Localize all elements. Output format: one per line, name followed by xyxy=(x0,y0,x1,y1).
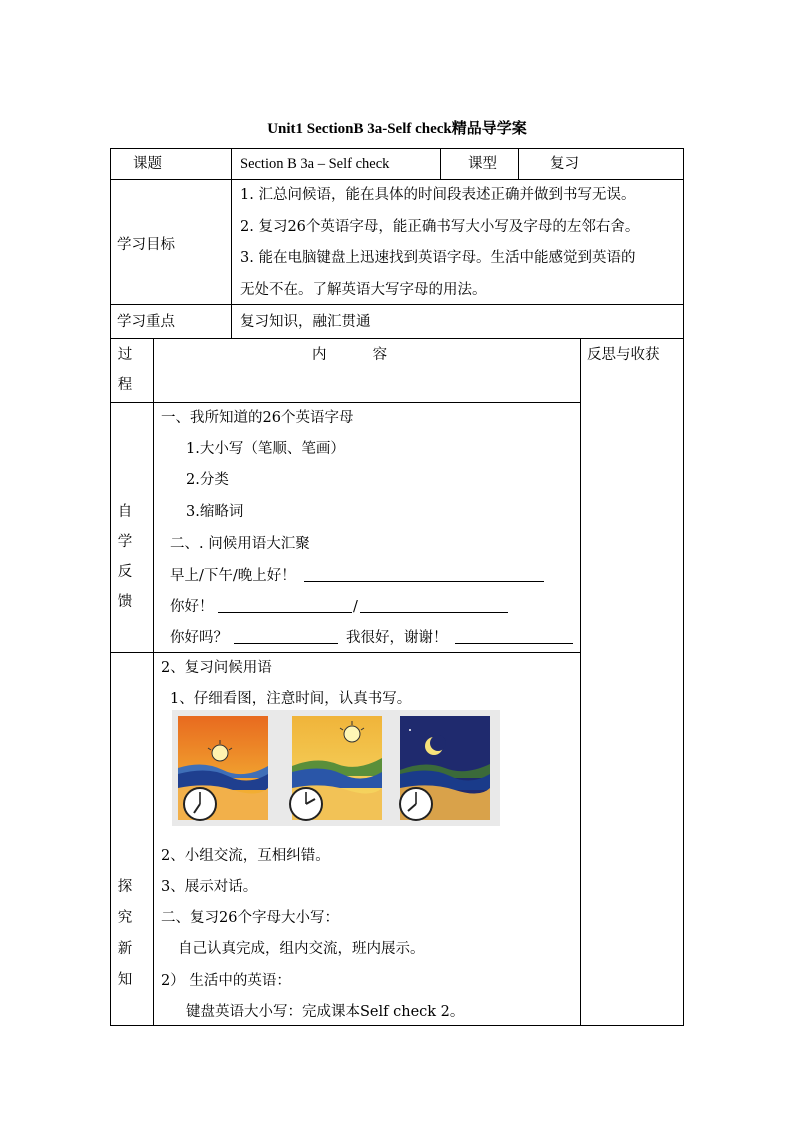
answer-blank-1[interactable] xyxy=(304,567,544,582)
objective-line-1: 1. 汇总问候语，能在具体的时间段表述正确并做到书写无误。 xyxy=(240,187,636,203)
greeting-answer-3: 我很好，谢谢！ xyxy=(346,630,448,646)
greeting-question-2: 你好！ xyxy=(170,599,214,615)
focus-value: 复习知识，融汇贯通 xyxy=(240,314,371,330)
self-study-item-1: 1.大小写（笔顺、笔画） xyxy=(186,441,345,457)
self-study-item-3: 3.缩略词 xyxy=(186,504,244,520)
answer-blank-2b[interactable] xyxy=(360,598,508,613)
objective-line-2: 2. 复习26个英语字母，能正确书写大小写及字母的左邻右舍。 xyxy=(240,219,640,235)
explore-line-8: 键盘英语大小写：完成课本Self check 2。 xyxy=(186,1004,465,1020)
objectives-label: 学习目标 xyxy=(117,237,175,253)
explore-label: 探 究 新 知 xyxy=(117,879,133,988)
answer-blank-3b[interactable] xyxy=(455,629,573,644)
document-title: Unit1 SectionB 3a-Self check精品导学案 xyxy=(267,121,527,137)
type-value: 复习 xyxy=(550,156,579,172)
explore-line-4: 3、展示对话。 xyxy=(161,879,258,895)
explore-line-1: 2、复习问候用语 xyxy=(161,660,272,676)
self-study-heading-2: 二、. 问候用语大汇聚 xyxy=(170,536,310,552)
self-study-label: 自 学 反 馈 xyxy=(117,504,133,610)
answer-separator: / xyxy=(353,599,358,615)
process-column-label: 过 程 xyxy=(117,347,133,393)
answer-blank-2a[interactable] xyxy=(218,598,352,613)
self-study-heading-1: 一、我所知道的26个英语字母 xyxy=(161,410,354,426)
explore-line-3: 2、小组交流，互相纠错。 xyxy=(161,848,330,864)
explore-line-7: 2） 生活中的英语： xyxy=(161,973,291,989)
clock-icon xyxy=(288,786,324,822)
reflection-column-label: 反思与收获 xyxy=(587,347,660,363)
explore-line-2: 1、仔细看图，注意时间，认真书写。 xyxy=(170,691,412,707)
content-column-label: 内 容 xyxy=(312,347,388,363)
greeting-question-1: 早上/下午/晚上好！ xyxy=(170,568,296,584)
topic-label: 课题 xyxy=(133,156,162,172)
greeting-pictures xyxy=(172,710,500,826)
objective-line-4: 无处不在。了解英语大写字母的用法。 xyxy=(240,282,487,298)
clock-icon xyxy=(182,786,218,822)
explore-line-5: 二、复习26个字母大小写： xyxy=(161,910,339,926)
self-study-item-2: 2.分类 xyxy=(186,472,229,488)
topic-value: Section B 3a – Self check xyxy=(240,156,390,172)
explore-line-6: 自己认真完成，组内交流，班内展示。 xyxy=(178,941,425,957)
answer-blank-3a[interactable] xyxy=(234,629,338,644)
clock-icon xyxy=(398,786,434,822)
type-label: 课型 xyxy=(468,156,497,172)
greeting-question-3: 你好吗？ xyxy=(170,630,228,646)
objective-line-3: 3. 能在电脑键盘上迅速找到英语字母。生活中能感觉到英语的 xyxy=(240,250,636,266)
focus-label: 学习重点 xyxy=(117,314,175,330)
